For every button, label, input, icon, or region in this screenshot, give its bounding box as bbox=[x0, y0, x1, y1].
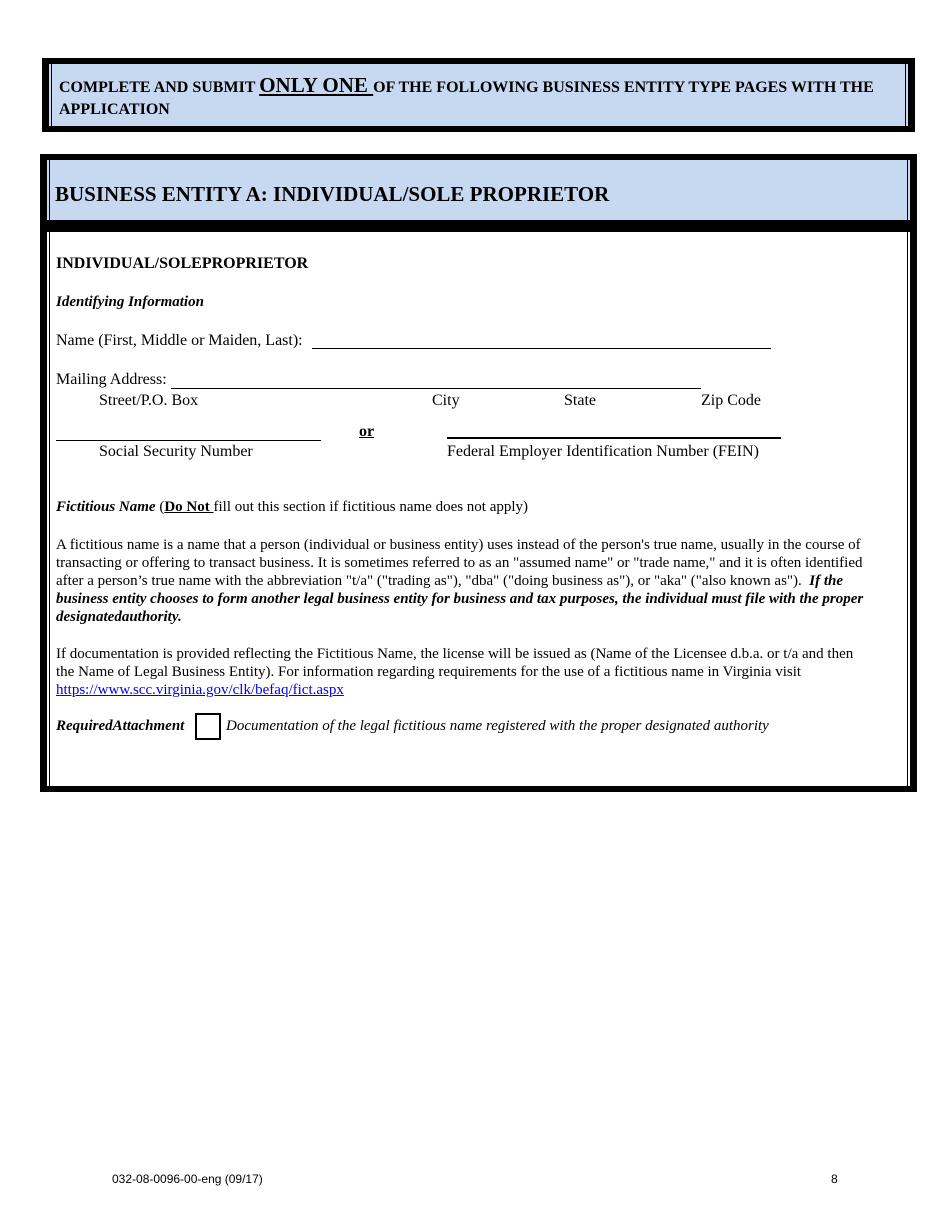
do-not-emphasis: Do Not bbox=[164, 499, 214, 515]
street-label: Street/P.O. Box bbox=[99, 392, 199, 409]
notice-text: COMPLETE AND SUBMIT ONLY ONE OF THE FOLLOWING BUSINESS ENTITY TYPE PAGES WITH THE APPLICATION bbox=[59, 73, 874, 118]
required-attachment-checkbox[interactable] bbox=[195, 713, 221, 740]
mailing-address-field[interactable] bbox=[171, 388, 701, 389]
section-title: BUSINESS ENTITY A: INDIVIDUAL/SOLE PROPRIETOR bbox=[55, 182, 610, 206]
only-one-emphasis: ONLY ONE bbox=[259, 73, 374, 97]
required-attachment-label: RequiredAttachment bbox=[56, 718, 185, 734]
fictitious-requirement: If the business entity chooses to form another legal business entity for business and tax purposes, the individual must file with the proper designatedauthority. bbox=[56, 573, 864, 625]
section-header bbox=[40, 154, 917, 232]
page-number: 8 bbox=[831, 1172, 838, 1186]
documentation-paragraph: If documentation is provided reflecting the Fictitious Name, the license will be issued as (Name of the Licensee d.b.a. or t/a and then the Name of Legal Business Entity). For information regarding requirements for the use of a fictitious name in Virginia visit https://www.scc.virginia.gov/clk/befaq/fict.aspx bbox=[56, 646, 854, 698]
name-field[interactable] bbox=[312, 348, 771, 349]
form-number: 032-08-0096-00-eng (09/17) bbox=[112, 1172, 263, 1186]
fictitious-paragraph: A fictitious name is a name that a person (individual or business entity) uses instead of the person's true name, usually in the course of transacting or offering to transact business. It is sometimes referred to as an "assumed name" or "trade name," and it is often identified after a person’s true name with the abbreviation "t/a" ("trading as"), "dba" ("doing business as"), or "aka" ("also known as"). If the business entity chooses to form another legal business entity for business and tax purposes, the individual must file with the proper designatedauthority. bbox=[56, 537, 864, 625]
notice-box bbox=[42, 58, 915, 132]
attachment-description: Documentation of the legal fictitious name registered with the proper designated authority bbox=[226, 718, 769, 734]
city-label: City bbox=[432, 392, 460, 409]
identifying-heading: Identifying Information bbox=[56, 294, 204, 310]
name-label: Name (First, Middle or Maiden, Last): bbox=[56, 332, 303, 349]
scc-fictitious-name-link[interactable]: https://www.scc.virginia.gov/clk/befaq/fict.aspx bbox=[56, 682, 344, 698]
state-label: State bbox=[564, 392, 596, 409]
fein-label: Federal Employer Identification Number (FEIN) bbox=[447, 443, 759, 460]
ssn-field[interactable] bbox=[56, 440, 321, 441]
section-subtitle: INDIVIDUAL/SOLEPROPRIETOR bbox=[56, 255, 309, 272]
ssn-label: Social Security Number bbox=[99, 443, 253, 460]
fein-field[interactable] bbox=[447, 437, 781, 439]
mailing-address-label: Mailing Address: bbox=[56, 371, 167, 388]
fictitious-heading-line: Fictitious Name (Do Not fill out this section if fictitious name does not apply) bbox=[56, 499, 529, 515]
or-label: or bbox=[359, 423, 375, 440]
zip-code-label: Zip Code bbox=[701, 392, 761, 409]
